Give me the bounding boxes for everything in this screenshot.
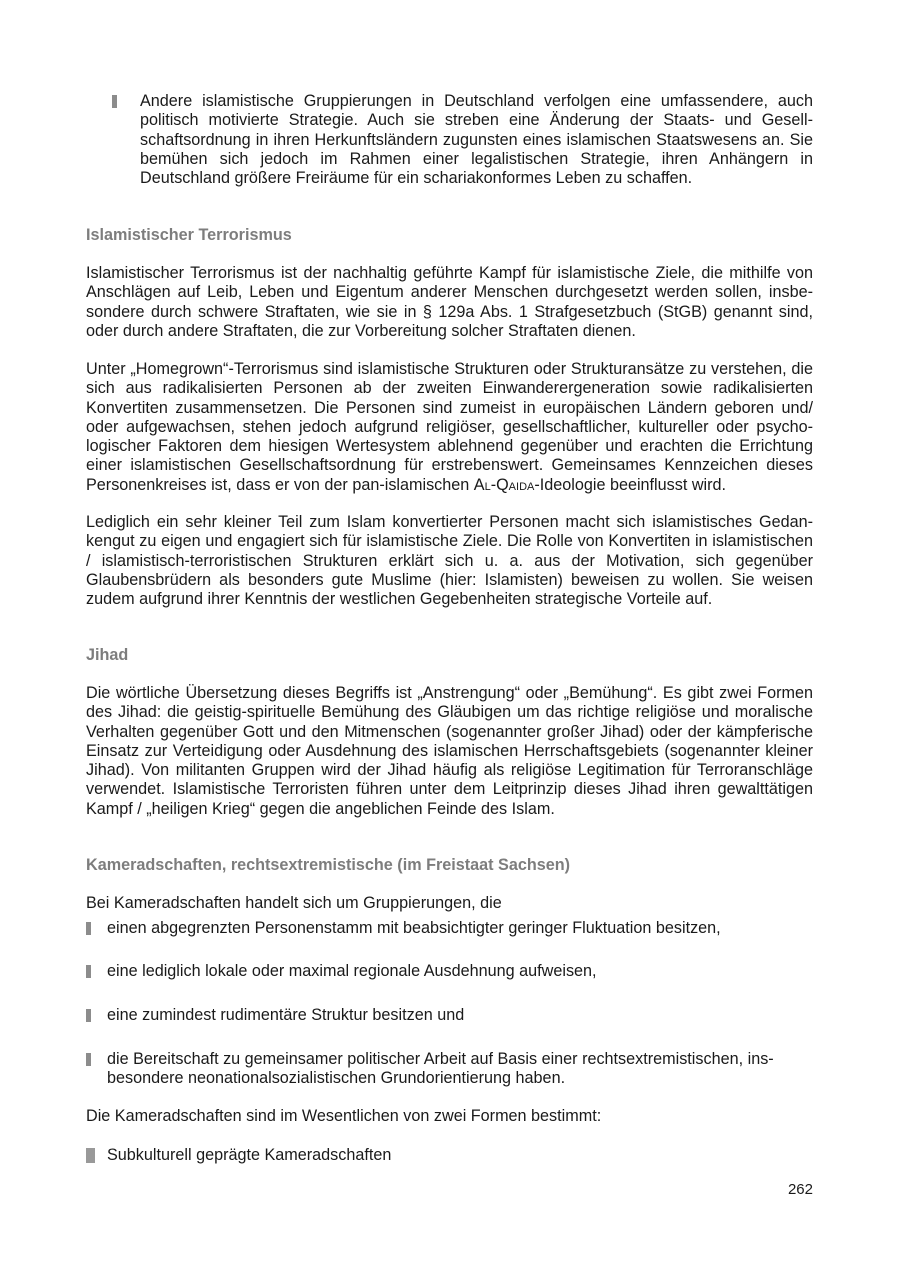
kameradschaften-intro: Bei Kameradschaften handelt sich um Gruppierungen, die: [86, 894, 502, 912]
heading-islamistischer-terrorismus: Islamistischer Terrorismus: [86, 226, 292, 244]
intro-bullet-text: Andere islamistische Gruppierungen in Deutschland verfolgen eine umfassendere, auch politisch motivierte Strategie. Auch sie streben eine Änderung der Staats- und Gesellschaftsordnung in ihren Herkunftsländern zugunsten eines islamischen Staatswesens an. Sie bemühen sich jedoch im Rahmen einer legalistischen Strategie, ihren Anhängern in Deutschland größere Freiräume für ein schariakonformes Leben zu schaffen.: [140, 92, 813, 188]
list-item-text: einen abgegrenzten Personenstamm mit beabsichtigter geringer Fluktuation besitzen,: [107, 919, 721, 937]
bullet-marker: [86, 922, 91, 935]
bullet-marker: [86, 1009, 91, 1022]
bullet-marker: [112, 95, 117, 108]
bullet-marker: [86, 1053, 91, 1066]
terrorism-p2-end: -Ideologie beeinflusst wird.: [534, 475, 727, 494]
heading-kameradschaften: Kameradschaften, rechtsextremistische (im Freistaat Sachsen): [86, 856, 571, 874]
bullet-marker: [86, 965, 91, 978]
jihad-paragraph: Die wörtliche Übersetzung dieses Begriffs ist „Anstrengung“ oder „Bemühung“. Es gibt zwei Formen des Jihad: die geistig-spirituelle Bemühung des Gläubigen um das richtige religiöse und moralische Verhalten gegenüber Gott und den Mitmenschen (sogenannter großer Jihad) oder der kämpferische Einsatz zur Verteidigung oder Ausdehnung des islamischen Herrschaftsgebiets (sogenannter kleiner Jihad). Von militanten Gruppen wird der Jihad häufig als religiöse Legitimation für Terroranschläge verwendet. Islamistische Terroristen führen unter dem Leitprinzip dieses Jihad ihren gewalttätigen Kampf / „heiligen Krieg“ gegen die angeblichen Feinde des Islam.: [86, 684, 813, 818]
page-number: 262: [787, 1181, 813, 1198]
terrorism-paragraph-2: [86, 360, 813, 495]
terrorism-paragraph-3: Lediglich ein sehr kleiner Teil zum Islam konvertierter Personen macht sich islamistisches Gedankengut zu eigen und engagiert sich für islamistische Ziele. Die Rolle von Konvertiten in islamistischen / islamistisch-terroristischen Strukturen erklärt sich u. a. aus der Motivation, sich gegenüber Glaubensbrüdern als besonders gute Muslime (hier: Islamisten) beweisen zu wollen. Sie weisen zudem aufgrund ihrer Kenntnis der westlichen Gegebenheiten strategische Vorteile auf.: [86, 513, 813, 609]
terrorism-p2-text: Unter „Homegrown“-Terrorismus sind islamistische Strukturen oder Strukturansätze zu verstehen, die sich aus radikalisierten Personen ab der zweiten Einwanderergeneration sowie radikalisierten Konvertiten zusammensetzen. Die Personen sind zumeist in europäischen Ländern geboren und/ oder aufgewachsen, stehen jedoch aufgrund religiöser, gesellschaftlicher, kultureller oder psychologischer Faktoren dem hiesigen Wertesystem ablehnend gegenüber und erachten die Errichtung einer islamistischen Gesellschaftsordnung für erstrebenswert. Gemeinsames Kennzeichen dieses Personenkreises ist, dass er von der pan-islamischen: [86, 360, 813, 494]
heading-jihad: Jihad: [86, 646, 129, 664]
list-item-text: Subkulturell geprägte Kameradschaften: [107, 1146, 392, 1164]
kameradschaften-forms-intro: Die Kameradschaften sind im Wesentlichen von zwei Formen bestimmt:: [86, 1107, 602, 1125]
list-item-text: die Bereitschaft zu gemeinsamer politischer Arbeit auf Basis einer rechtsextremistischen, insbesondere neonationalsozialistischen Grundorientierung haben.: [107, 1050, 774, 1088]
list-item-text: eine zumindest rudimentäre Struktur besitzen und: [107, 1006, 465, 1024]
terrorism-paragraph-1: Islamistischer Terrorismus ist der nachhaltig geführte Kampf für islamistische Ziele, die mithilfe von Anschlägen auf Leib, Leben und Eigentum anderer Menschen durchgesetzt werden sollen, insbesondere durch schwere Straftaten, wie sie in § 129a Abs. 1 Strafgesetzbuch (StGB) genannt sind, oder durch andere Straftaten, die zur Vorbereitung solcher Straftaten dienen.: [86, 264, 813, 340]
bullet-marker: [86, 1148, 95, 1163]
al-qaida-name: Al-Qaida: [473, 475, 535, 494]
list-item-text: eine lediglich lokale oder maximal regionale Ausdehnung aufweisen,: [107, 962, 597, 980]
